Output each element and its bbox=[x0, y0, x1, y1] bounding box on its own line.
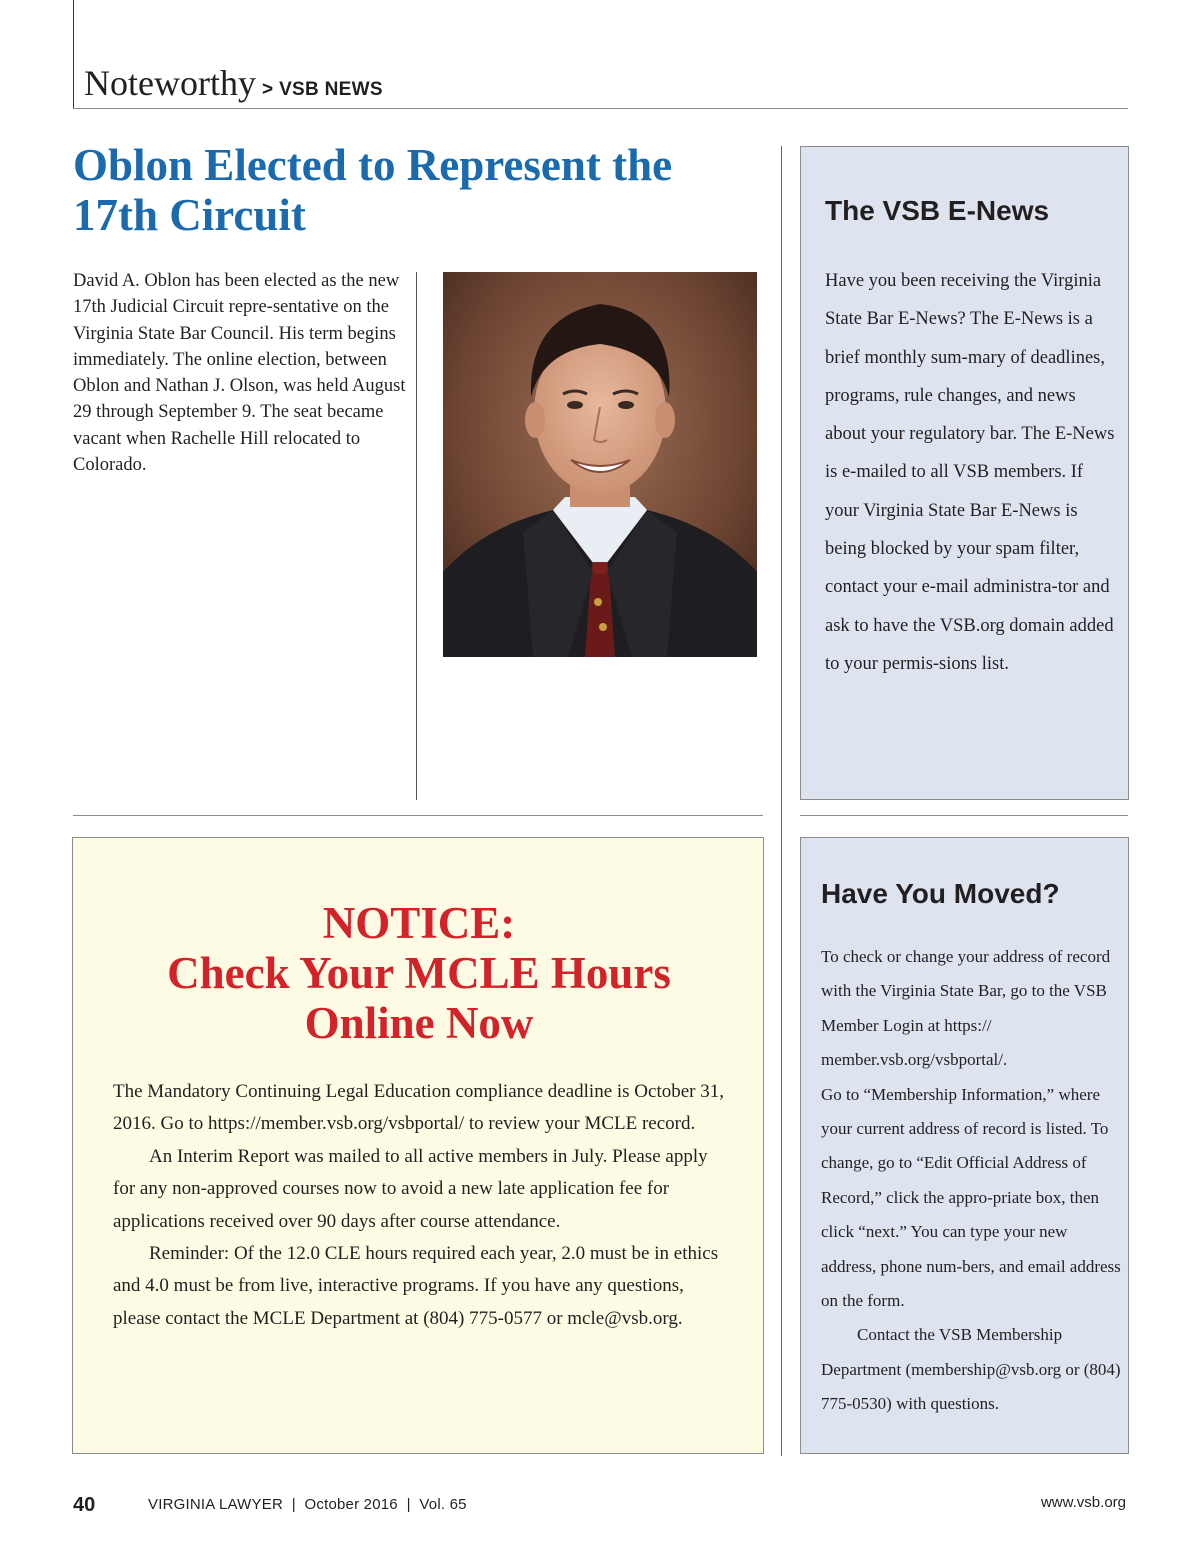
moved-paragraph: Contact the VSB Membership Department (membership@vsb.org or (804) 775-0530) with questions. bbox=[821, 1325, 1121, 1414]
moved-body bbox=[821, 940, 1121, 1422]
notice-title-line-2: Check Your MCLE Hours bbox=[167, 948, 671, 998]
article-body: David A. Oblon has been elected as the new 17th Judicial Circuit repre-sentative on the Virginia State Bar Council. His term begins immediately. The online election, between Oblon and Nathan J. Olson, was held August 29 through September 9. The seat became vacant when Rachelle Hill relocated to Colorado. bbox=[73, 271, 406, 476]
center-column-rule bbox=[781, 146, 782, 1456]
publication-info: VIRGINIA LAWYER | October 2016 | Vol. 65 bbox=[148, 1496, 467, 1513]
section-divider-right bbox=[800, 815, 1128, 816]
section-header bbox=[84, 62, 383, 104]
article-headline: Oblon Elected to Represent the 17th Circuit bbox=[73, 140, 673, 240]
section-separator: > bbox=[261, 79, 274, 100]
enews-body: Have you been receiving the Virginia State Bar E-News? The E-News is a brief monthly sum-mary of deadlines, programs, rule changes, and news about your regulatory bar. The E-News is e-mailed to all VSB members. If your Virginia State Bar E-News is being blocked by your spam filter, contact your e-mail administra-tor and ask to have the VSB.org domain added to your permis-sions list. bbox=[825, 271, 1115, 674]
column-divider bbox=[416, 272, 417, 800]
enews-sidebar bbox=[800, 146, 1129, 800]
header-rule bbox=[73, 108, 1128, 109]
moved-paragraph: Go to “Membership Information,” where your current address of record is listed. To change, go to “Edit Official Address of Record,” click the appro-priate box, then click “next.” You can type your new address, phone num-bers, and email address on the form. bbox=[821, 1084, 1121, 1311]
section-divider-left bbox=[73, 815, 763, 816]
notice-paragraph: The Mandatory Continuing Legal Education compliance deadline is October 31, 2016. Go to https://member.vsb.org/vsbportal/ to review your MCLE record. bbox=[113, 1081, 724, 1135]
moved-paragraph: To check or change your address of record with the Virginia State Bar, go to the VSB Member Login at https:// member.vsb.org/vsbportal/. bbox=[821, 947, 1111, 1070]
footer-url: www.vsb.org bbox=[1040, 1494, 1126, 1511]
header-vertical-rule bbox=[73, 0, 74, 108]
moved-title: Have You Moved? bbox=[821, 878, 1060, 909]
notice-title-line-3: Online Now bbox=[304, 998, 534, 1048]
portrait-photo bbox=[443, 272, 757, 657]
notice-paragraph: Reminder: Of the 12.0 CLE hours required each year, 2.0 must be in ethics and 4.0 must be from live, interactive programs. If you have any questions, please contact the MCLE Department at (804) 775-0577 or mcle@vsb.org. bbox=[113, 1243, 719, 1329]
enews-title: The VSB E-News bbox=[825, 195, 1050, 226]
moved-sidebar bbox=[800, 837, 1129, 1454]
page-number: 40 bbox=[73, 1494, 96, 1516]
notice-title bbox=[73, 898, 765, 1048]
section-subtitle: VSB NEWS bbox=[279, 79, 383, 100]
section-title: Noteworthy bbox=[84, 63, 256, 103]
notice-body bbox=[113, 1076, 725, 1335]
notice-paragraph: An Interim Report was mailed to all active members in July. Please apply for any non-approved courses now to avoid a new late application fee for applications received over 90 days after course attendance. bbox=[113, 1145, 708, 1232]
mcle-notice-box bbox=[72, 837, 764, 1454]
notice-title-line-1: NOTICE: bbox=[322, 898, 516, 948]
